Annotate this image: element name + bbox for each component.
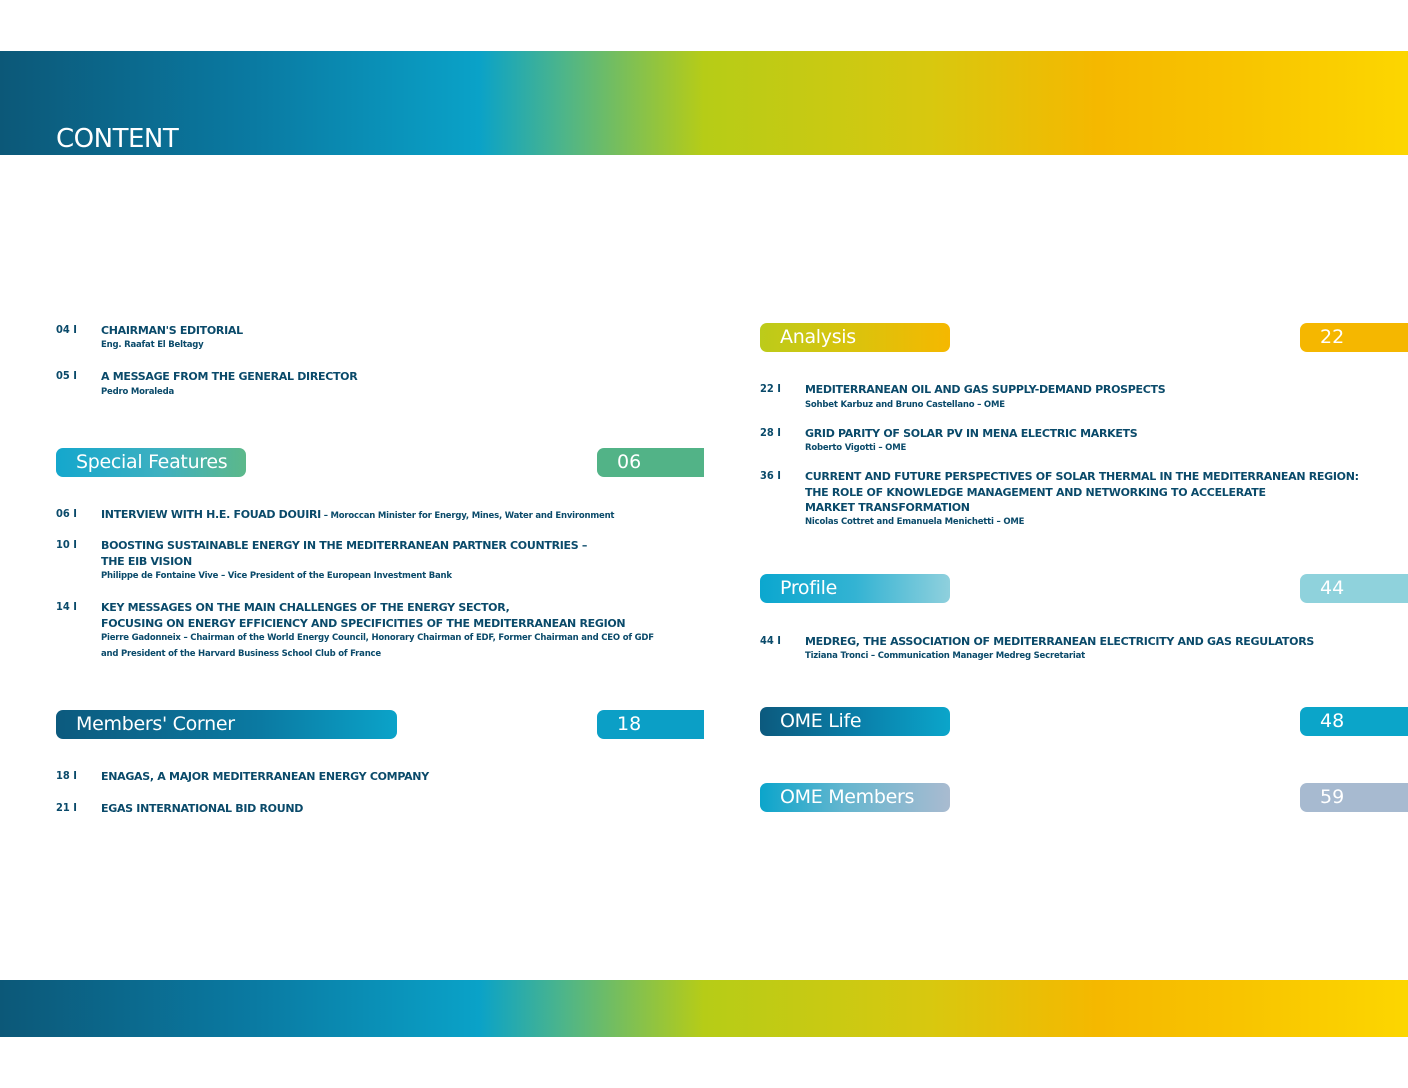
section-header-members-corner[interactable]: [56, 710, 397, 739]
section-header-ome-members[interactable]: [760, 783, 950, 812]
section-title: Members' Corner: [76, 713, 235, 735]
toc-title-line: CURRENT AND FUTURE PERSPECTIVES OF SOLAR THERMAL IN THE MEDITERRANEAN REGION:: [805, 470, 1359, 483]
section-header-profile[interactable]: [760, 574, 950, 603]
toc-author: Roberto Vigotti – OME: [805, 443, 907, 453]
section-header-analysis[interactable]: [760, 323, 950, 352]
header-gradient-band: [0, 51, 1408, 155]
toc-page-number: 36 I: [760, 469, 781, 482]
footer-gradient-band: [0, 980, 1408, 1037]
toc-author-line: and President of the Harvard Business School Club of France: [101, 649, 381, 659]
section-page-number: 22: [1320, 326, 1345, 348]
toc-author-line: Pierre Gadonneix – Chairman of the World Energy Council, Honorary Chairman of EDF, Former Chairman and CEO of GDF: [101, 633, 654, 643]
section-page-number: 59: [1320, 786, 1345, 808]
section-title: OME Life: [780, 710, 862, 732]
section-title: Analysis: [780, 326, 856, 348]
toc-page-number: 14 I: [56, 600, 77, 613]
section-header-special-features[interactable]: [56, 448, 246, 477]
toc-title: MEDREG, THE ASSOCIATION OF MEDITERRANEAN ELECTRICITY AND GAS REGULATORS: [805, 635, 1314, 648]
section-title: OME Members: [780, 786, 915, 808]
toc-page-number: 05 I: [56, 369, 77, 382]
toc-author: Sohbet Karbuz and Bruno Castellano – OME: [805, 400, 1005, 410]
toc-title-line: MARKET TRANSFORMATION: [805, 501, 970, 514]
section-page-tab: [597, 448, 704, 477]
section-page-number: 06: [617, 451, 642, 473]
toc-title: CHAIRMAN'S EDITORIAL: [101, 324, 243, 337]
toc-title: INTERVIEW WITH H.E. FOUAD DOUIRI – Moroccan Minister for Energy, Mines, Water and Environment: [101, 508, 615, 521]
toc-page-number: 10 I: [56, 538, 77, 551]
toc-author: Tiziana Tronci – Communication Manager Medreg Secretariat: [805, 651, 1086, 661]
toc-title-line: THE EIB VISION: [101, 554, 192, 568]
toc-author: Nicolas Cottret and Emanuela Menichetti – OME: [805, 517, 1025, 527]
toc-page-number: 18 I: [56, 769, 77, 782]
toc-title-line: FOCUSING ON ENERGY EFFICIENCY AND SPECIFICITIES OF THE MEDITERRANEAN REGION: [101, 616, 626, 630]
section-page-number: 18: [617, 713, 642, 735]
toc-title: MEDITERRANEAN OIL AND GAS SUPPLY-DEMAND PROSPECTS: [805, 383, 1166, 396]
toc-author: Philippe de Fontaine Vive – Vice President of the European Investment Bank: [101, 571, 452, 581]
toc-title: GRID PARITY OF SOLAR PV IN MENA ELECTRIC MARKETS: [805, 427, 1138, 440]
section-title: Profile: [780, 577, 837, 599]
toc-page-number: 28 I: [760, 426, 781, 439]
toc-page-number: 04 I: [56, 323, 77, 336]
toc-page-number: 21 I: [56, 801, 77, 814]
toc-author: Eng. Raafat El Beltagy: [101, 340, 204, 350]
section-page-number: 44: [1320, 577, 1345, 599]
toc-title-line: BOOSTING SUSTAINABLE ENERGY IN THE MEDITERRANEAN PARTNER COUNTRIES –: [101, 539, 588, 552]
toc-page-number: 22 I: [760, 382, 781, 395]
toc-page-number: 44 I: [760, 634, 781, 647]
toc-title-line: THE ROLE OF KNOWLEDGE MANAGEMENT AND NETWORKING TO ACCELERATE: [805, 485, 1266, 499]
section-page-tab: [1300, 707, 1408, 736]
toc-author: Pedro Moraleda: [101, 387, 174, 397]
section-title: Special Features: [76, 451, 228, 473]
section-page-tab: [1300, 323, 1408, 352]
section-header-ome-life[interactable]: [760, 707, 950, 736]
toc-title: EGAS INTERNATIONAL BID ROUND: [101, 802, 304, 815]
section-page-number: 48: [1320, 710, 1345, 732]
section-page-tab: [1300, 783, 1408, 812]
toc-title-line: KEY MESSAGES ON THE MAIN CHALLENGES OF THE ENERGY SECTOR,: [101, 601, 510, 614]
toc-title: ENAGAS, A MAJOR MEDITERRANEAN ENERGY COMPANY: [101, 770, 429, 783]
page-title: CONTENT: [56, 124, 179, 154]
section-page-tab: [597, 710, 704, 739]
section-page-tab: [1300, 574, 1408, 603]
toc-page-number: 06 I: [56, 507, 77, 520]
toc-title: A MESSAGE FROM THE GENERAL DIRECTOR: [101, 370, 358, 383]
toc-author-inline: – Moroccan Minister for Energy, Mines, Water and Environment: [320, 511, 615, 521]
